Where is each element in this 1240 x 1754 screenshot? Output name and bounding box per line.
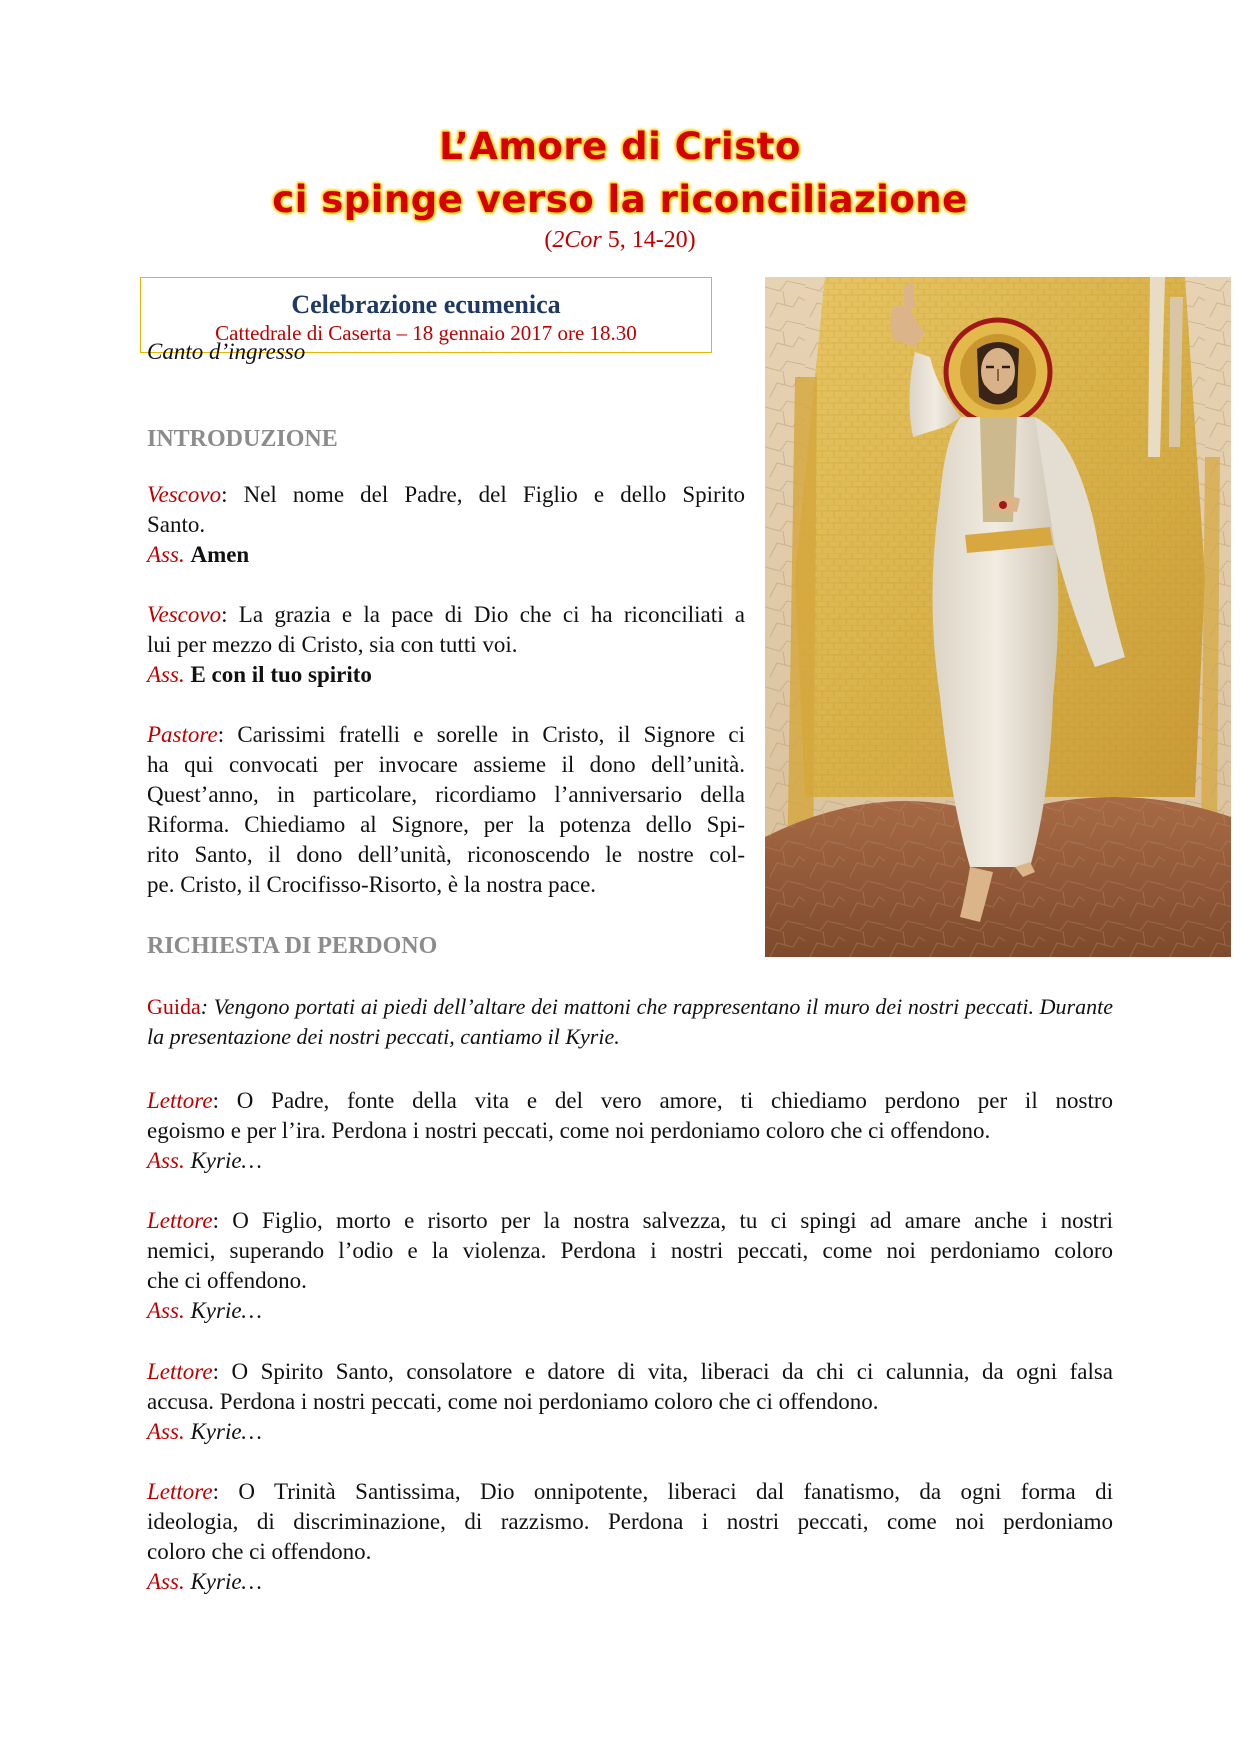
intro-vescovo-2: Vescovo: La grazia e la pace di Dio che ci ha riconciliati a lui per mezzo di Cristo, sia con tutti voi. Ass. E con il tuo spirito (147, 602, 745, 687)
page-title-line-1: L’Amore di Cristo (439, 125, 801, 168)
celebration-details: Cattedrale di Caserta – 18 gennaio 2017 ore 18.30 (215, 321, 637, 345)
intro-vescovo-1: Vescovo: Nel nome del Padre, del Figlio e dello Spirito Santo. Ass. Amen (147, 482, 745, 567)
intro-pastore: Pastore: Carissimi fratelli e sorelle in Cristo, il Signore ci ha qui convocati per invocare assieme il dono dell’unità. Quest’anno, in particolare, ricordiamo l’anniversario della Riforma. Chiediamo al Signore, per la potenza dello Spi- rito Santo, il dono dell’unità, riconoscendo le nostre col- pe. Cristo, il Crocifisso-Risorto, è la nostra pace. (147, 722, 746, 897)
resurrection-mosaic-image (765, 277, 1231, 957)
celebration-heading: Celebrazione ecumenica (291, 290, 561, 319)
prayer-1: Lettore: O Padre, fonte della vita e del vero amore, ti chiediamo perdono per il nostro egoismo e per l’ira. Perdona i nostri peccati, come noi perdoniamo coloro che ci offendono. Ass. Kyrie… (147, 1088, 1114, 1173)
section-heading-richiesta: RICHIESTA DI PERDONO (147, 933, 438, 959)
scripture-reference: (2Cor 5, 14-20) (544, 227, 696, 253)
prayer-2: Lettore: O Figlio, morto e risorto per la nostra salvezza, tu ci spingi ad amare anche i nostri nemici, superando l’odio e la violenza. Perdona i nostri peccati, come noi perdoniamo coloro che ci offendono. Ass. Kyrie… (147, 1208, 1113, 1323)
prayer-4: Lettore: O Trinità Santissima, Dio onnipotente, liberaci dal fanatismo, da ogni forma di ideologia, di discriminazione, di razzismo. Perdona i nostri peccati, come noi perdoniamo coloro che ci offendono. Ass. Kyrie… (147, 1479, 1113, 1594)
prayer-3: Lettore: O Spirito Santo, consolatore e datore di vita, liberaci da chi ci calunnia, da ogni falsa accusa. Perdona i nostri peccati, come noi perdoniamo coloro che ci offendono. Ass. Kyrie… (147, 1359, 1114, 1444)
page-title-line-2: ci spinge verso la riconciliazione (272, 178, 968, 221)
opening-song-label: Canto d’ingresso (147, 339, 306, 364)
guida-instruction: Guida: Vengono portati ai piedi dell’altare dei mattoni che rappresentano il muro dei nostri peccati. Durante la presentazione dei nostri peccati, cantiamo il Kyrie. (147, 994, 1113, 1049)
section-heading-introduzione: INTRODUZIONE (147, 426, 338, 452)
